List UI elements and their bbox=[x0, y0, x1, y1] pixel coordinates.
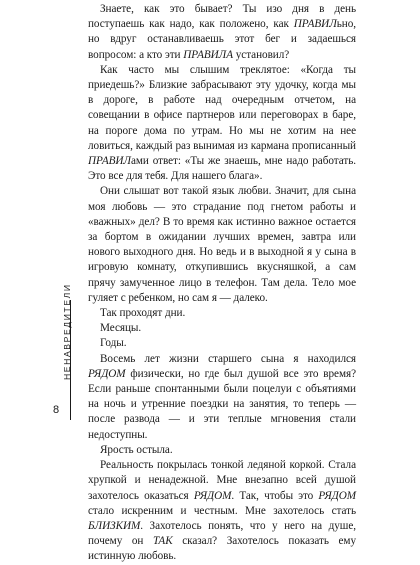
paragraph bbox=[88, 321, 356, 336]
emphasis-text: БЛИЗКИМ bbox=[88, 519, 141, 532]
text-run: Знаете, как это бывает? Ты изо дня в день поступаешь как надо, как положено, как bbox=[88, 3, 356, 31]
text-run: Годы. bbox=[100, 337, 127, 350]
page-number: 8 bbox=[53, 404, 60, 416]
emphasis-text: РЯДОМ bbox=[88, 367, 126, 380]
paragraph bbox=[88, 458, 356, 564]
text-run: установил? bbox=[233, 48, 290, 61]
text-run: . Захотелось понять, что у него на душе, почему он bbox=[88, 519, 356, 548]
text-run: ами ответ: «Ты же знаешь, мне надо работать. Это все для тебя. Для нашего блага». bbox=[88, 155, 356, 183]
text-run: Восемь лет жизни старшего сына я находился bbox=[100, 352, 356, 365]
text-run: стало искренним и честным. Мне захотелось стать bbox=[88, 504, 356, 517]
text-run: Они слышат вот такой язык любви. Значит, для сына моя любовь — это страдание под гнетом работы и «важных» дел? В то время как истинно важное остается за бортом в ожидании лучших времен, завтра или нового выходного дня. Но ведь и в выходной я у сына в игровую комнату, откупившись вкусняшкой, а сам прячу замученное лицо в телефон. Там дела. Тело мое гуляет с ребенком, но сам я — далеко. bbox=[88, 185, 356, 304]
text-run: Месяцы. bbox=[100, 322, 142, 335]
paragraph bbox=[88, 63, 356, 185]
body-text bbox=[88, 2, 356, 565]
emphasis-text: ТАК bbox=[152, 535, 173, 548]
text-run: ьно, но вдруг останавливаешь этот бег и задаешься вопросом: а кто эти bbox=[88, 18, 356, 61]
paragraph bbox=[88, 184, 356, 306]
text-run: Как часто мы слышим треклятое: «Когда ты приедешь?» Близкие забрасывают эту удочку, когда мы в дороге, в работе над очередным отчетом, на совещании в офисе партнеров или переговорах в баре, на пороге дома по утрам. Но мы не хотим на нее ловиться, каждый раз вынимая из кармана прописанный bbox=[88, 63, 356, 152]
emphasis-text: ПРАВИЛ bbox=[88, 155, 131, 168]
text-run: Ярость остыла. bbox=[100, 443, 173, 456]
emphasis-text: ПРАВИЛ bbox=[293, 18, 337, 31]
paragraph bbox=[88, 336, 356, 351]
emphasis-text: ПРАВИЛА bbox=[183, 48, 233, 61]
running-head: НЕНАВРЕДИТЕЛИ bbox=[62, 283, 72, 380]
paragraph bbox=[88, 443, 356, 458]
emphasis-text: РЯДОМ bbox=[318, 489, 356, 502]
paragraph bbox=[88, 2, 356, 63]
paragraph bbox=[88, 352, 356, 443]
paragraph bbox=[88, 306, 356, 321]
text-run: физически, но где был душой все это время? Если раньше спонтанными были поцелуи с объятиями на ночь и утренние поездки на занятия, то теперь — после развода — и эти теплые мгновения стали недоступны. bbox=[88, 367, 356, 441]
text-run: Так проходят дни. bbox=[100, 307, 186, 320]
emphasis-text: РЯДОМ bbox=[193, 489, 232, 502]
text-run: сказал? Захотелось показать ему истинную любовь. bbox=[88, 535, 356, 563]
text-run: . Так, чтобы это bbox=[231, 489, 319, 502]
text-run: Реальность покрылась тонкой ледяной коркой. Стала хрупкой и ненадежной. Мне внезапно всей душой захотелось оказаться bbox=[88, 459, 356, 502]
